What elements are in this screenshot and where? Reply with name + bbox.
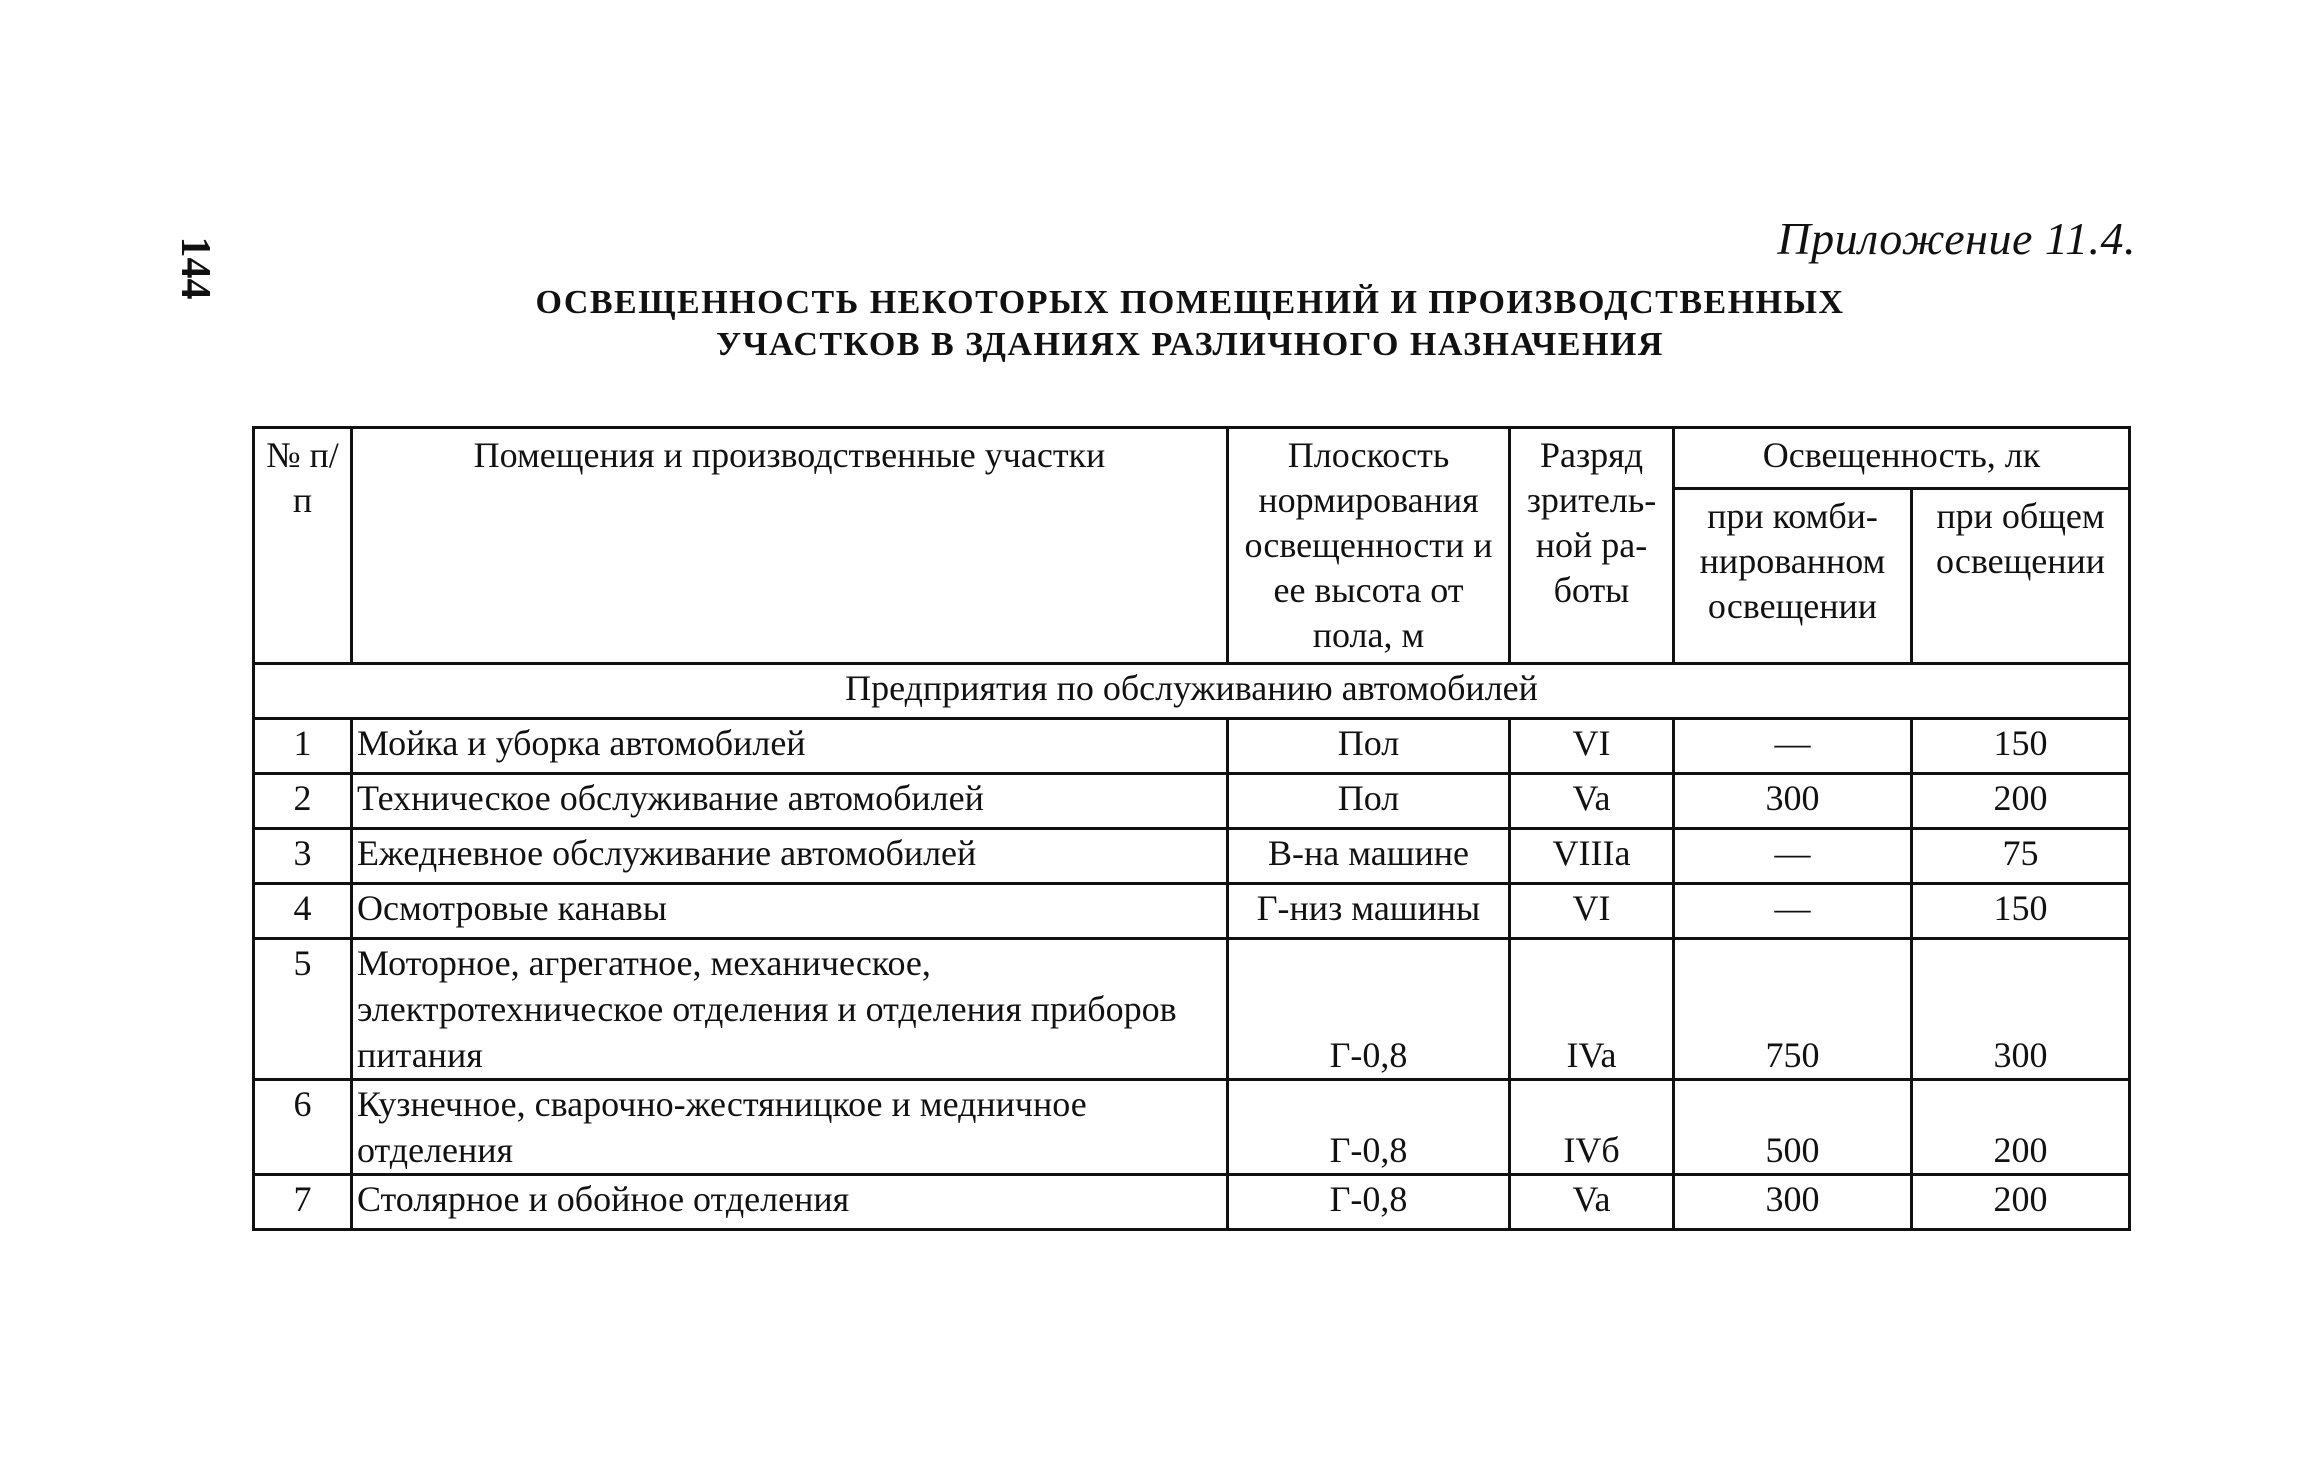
header-illumination-general: при общем освещении [1912, 489, 2130, 664]
row-grade: Va [1510, 1175, 1674, 1230]
row-room: Моторное, агрегатное, механическое, электротехническое отделения и отделения приборов питания [352, 939, 1228, 1080]
row-num: 2 [254, 774, 352, 829]
row-general: 150 [1912, 719, 2130, 774]
row-plane: Г-0,8 [1228, 1175, 1510, 1230]
row-num: 7 [254, 1175, 352, 1230]
row-general: 200 [1912, 774, 2130, 829]
appendix-label: Приложение 11.4. [1777, 213, 2136, 264]
document-title [420, 282, 1960, 366]
row-general: 200 [1912, 1175, 2130, 1230]
row-num: 4 [254, 884, 352, 939]
header-plane: Плоскость нормирования освещенности и ее высота от пола, м [1228, 428, 1510, 664]
row-grade: IVб [1510, 1080, 1674, 1175]
row-combined: 500 [1674, 1080, 1912, 1175]
row-grade: VI [1510, 719, 1674, 774]
row-combined: — [1674, 719, 1912, 774]
section-heading: Предприятия по обслуживанию автомобилей [254, 664, 2130, 719]
header-illumination-combined: при комби-нированном освещении [1674, 489, 1912, 664]
header-num: № п/п [254, 428, 352, 664]
row-plane: В-на машине [1228, 829, 1510, 884]
table-row [254, 939, 2130, 1080]
row-room: Столярное и обойное отделения [352, 1175, 1228, 1230]
table-row [254, 884, 2130, 939]
row-plane: Пол [1228, 774, 1510, 829]
row-room: Осмотровые канавы [352, 884, 1228, 939]
row-plane: Г-0,8 [1228, 939, 1510, 1080]
row-combined: — [1674, 829, 1912, 884]
row-grade: Va [1510, 774, 1674, 829]
row-general: 75 [1912, 829, 2130, 884]
row-num: 5 [254, 939, 352, 1080]
document-title-line-2: УЧАСТКОВ В ЗДАНИЯХ РАЗЛИЧНОГО НАЗНАЧЕНИЯ [716, 326, 1664, 363]
row-general: 150 [1912, 884, 2130, 939]
table-row [254, 1080, 2130, 1175]
row-plane: Пол [1228, 719, 1510, 774]
row-plane: Г-низ машины [1228, 884, 1510, 939]
row-num: 3 [254, 829, 352, 884]
row-room: Ежедневное обслуживание автомобилей [352, 829, 1228, 884]
row-combined: — [1674, 884, 1912, 939]
row-room: Мойка и уборка автомобилей [352, 719, 1228, 774]
table-row [254, 774, 2130, 829]
row-num: 1 [254, 719, 352, 774]
row-plane: Г-0,8 [1228, 1080, 1510, 1175]
row-combined: 300 [1674, 774, 1912, 829]
row-grade: IVa [1510, 939, 1674, 1080]
row-room: Техническое обслуживание автомобилей [352, 774, 1228, 829]
row-general: 200 [1912, 1080, 2130, 1175]
page-number: 144 [172, 236, 218, 300]
row-combined: 300 [1674, 1175, 1912, 1230]
row-combined: 750 [1674, 939, 1912, 1080]
table-row [254, 829, 2130, 884]
row-grade: VI [1510, 884, 1674, 939]
row-num: 6 [254, 1080, 352, 1175]
header-room: Помещения и производственные участки [352, 428, 1228, 664]
table-row [254, 1175, 2130, 1230]
header-illumination: Освещенность, лк [1674, 428, 2130, 489]
row-grade: VIIIa [1510, 829, 1674, 884]
document-title-line-1: ОСВЕЩЕННОСТЬ НЕКОТОРЫХ ПОМЕЩЕНИЙ И ПРОИЗВОДСТВЕННЫХ [535, 284, 1845, 321]
header-grade: Разряд зритель-ной ра-боты [1510, 428, 1674, 664]
row-room: Кузнечное, сварочно-жестяницкое и медничное отделения [352, 1080, 1228, 1175]
lighting-table [252, 426, 2131, 1231]
table-row [254, 719, 2130, 774]
row-general: 300 [1912, 939, 2130, 1080]
